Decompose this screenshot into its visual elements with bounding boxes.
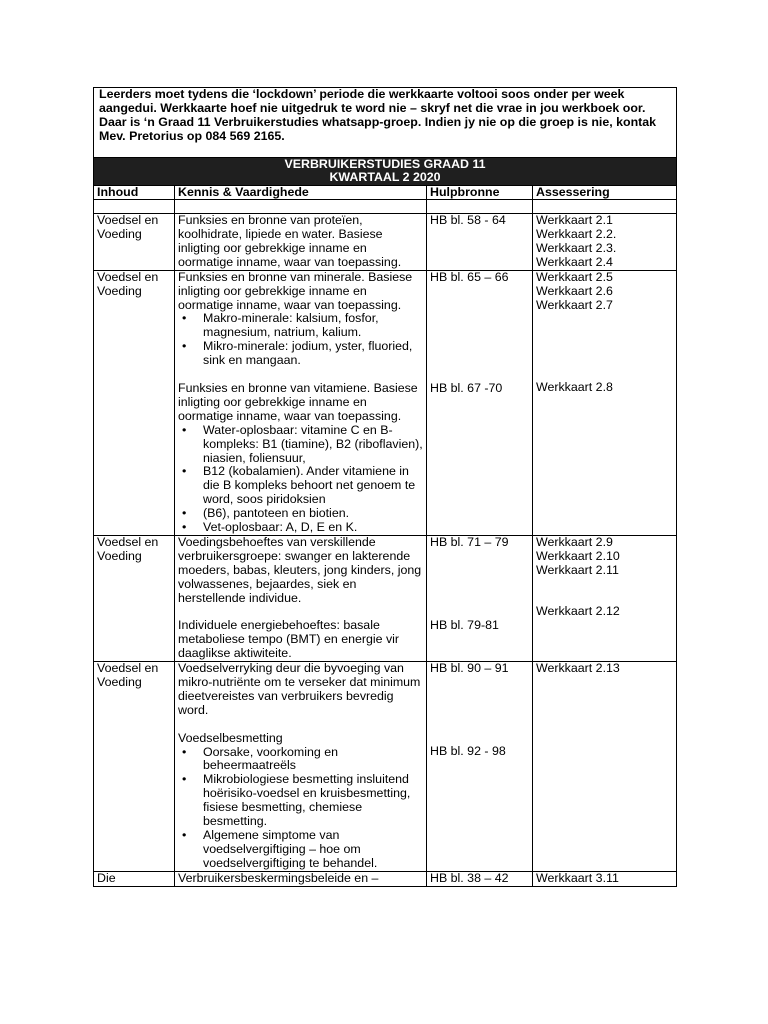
cell-gap — [430, 550, 529, 619]
werkkaart-item: Werkkaart 3.11 — [536, 870, 619, 885]
table-row — [94, 871, 677, 886]
hulpbron-ref: HB bl. 38 – 42 — [430, 870, 509, 885]
kennis-cell — [175, 871, 427, 886]
kennis-paragraph: Funksies en bronne van proteïen, koolhidrate, lipiede en water. Basiese inligting oor gebrekkige inname en oormatige inname, waar van toepassing. — [178, 213, 402, 269]
spacer-cell — [533, 200, 677, 214]
kennis-paragraph: Voedselverryking deur die byvoeging van mikro-nutriënte om te verseker dat minimum dieetvereistes van verbruikers bevredig word. — [178, 661, 421, 717]
kennis-paragraph: Voedingsbehoeftes van verskillende verbruikersgroepe: swanger en lakterende moeders, babas, kleuters, jong kinders, jong volwassenes, bejaardes, siek en herstellende individue. — [178, 534, 422, 605]
header-assessering: Assessering — [533, 185, 677, 200]
kennis-paragraph: Verbruikersbeskermingsbeleide en – — [178, 870, 379, 885]
kennis-cell — [175, 662, 427, 872]
table-row — [94, 535, 677, 661]
werkkaart-item: Werkkaart 2.4 — [536, 254, 613, 269]
werkkaart-item: Werkkaart 2.2. — [536, 227, 617, 242]
bullet-item: • Algemene simptome van voedselvergiftiging – hoe om voedselvergiftiging te behandel. — [178, 829, 423, 871]
bullet-item: • Makro-minerale: kalsium, fosfor, magnesium, natrium, kalium. — [178, 312, 423, 340]
bullet-list — [178, 746, 423, 871]
hulpbron-ref: HB bl. 71 – 79 — [430, 534, 509, 549]
hulpbronne-cell — [427, 535, 533, 661]
kennis-paragraph: Funksies en bronne van minerale. Basiese inligting oor gebrekkige inname en oormatige inname, waar van toepassing. — [178, 269, 413, 312]
bullet-list — [178, 424, 423, 535]
bullet-item: • Water-oplosbaar: vitamine C en B-kompleks: B1 (tiamine), B2 (riboflavien), niasien, foliensuur, — [178, 424, 423, 466]
kennis-paragraph: Funksies en bronne van vitamiene. Basiese inligting oor gebrekkige inname en oormatige inname, waar van toepassing. — [178, 380, 418, 423]
hulpbronne-cell — [427, 214, 533, 271]
inhoud-cell: Voedsel en Voeding — [94, 662, 175, 872]
hulpbronne-cell — [427, 662, 533, 872]
assessering-cell — [533, 535, 677, 661]
werkkaart-item: Werkkaart 2.6 — [536, 283, 613, 298]
hulpbronne-cell — [427, 270, 533, 535]
hulpbron-ref: HB bl. 65 – 66 — [430, 269, 509, 284]
spacer-cell — [94, 200, 175, 214]
spacer-cell — [427, 200, 533, 214]
bullet-item: • Mikro-minerale: jodium, yster, fluoried, sink en mangaan. — [178, 340, 423, 368]
banner-subtitle: KWARTAAL 2 2020 — [329, 170, 441, 185]
worksheet-schedule — [93, 87, 676, 887]
paragraph-gap — [178, 605, 423, 619]
hulpbron-ref: HB bl. 92 - 98 — [430, 744, 506, 758]
assessering-cell — [533, 214, 677, 271]
banner-title: VERBRUIKERSTUDIES GRAAD 11 — [284, 156, 486, 171]
bullet-item: • Oorsake, voorkoming en beheermaatreëls — [178, 746, 423, 774]
inhoud-cell: Voedsel en Voeding — [94, 270, 175, 535]
werkkaart-item: Werkkaart 2.11 — [536, 562, 619, 577]
bullet-list — [178, 312, 423, 368]
spacer-cell — [175, 200, 427, 214]
paragraph-gap — [178, 718, 423, 732]
header-inhoud: Inhoud — [94, 185, 175, 200]
hulpbron-ref: HB bl. 90 – 91 — [430, 661, 509, 676]
werkkaart-item: Werkkaart 2.13 — [536, 661, 620, 676]
assessering-cell — [533, 270, 677, 535]
werkkaart-item: Werkkaart 2.8 — [536, 380, 613, 395]
paragraph-gap — [178, 368, 423, 382]
table-row — [94, 214, 677, 271]
header-row — [94, 185, 677, 200]
bullet-item: • (B6), pantoteen en biotien. — [178, 507, 423, 521]
bullet-item: • B12 (kobalamien). Ander vitamiene in die B kompleks behoort net genoem te word, soos piridoksien — [178, 465, 423, 507]
intro-text: Leerders moet tydens die ‘lockdown’ periode die werkkaarte voltooi soos onder per week aangedui. Werkkaarte hoef nie uitgedruk te word nie – skryf net die vrae in jou werkboek oor. Daar is ‘n Graad 11 Verbruikerstudies whatsapp-groep. Indien jy nie op die groep is nie, kontak Mev. Pretorius op 084 569 2165. — [94, 88, 677, 158]
bullet-item: • Vet-oplosbaar: A, D, E en K. — [178, 521, 423, 535]
cell-gap — [430, 285, 529, 382]
title-banner — [94, 157, 677, 185]
table-row — [94, 662, 677, 872]
inhoud-cell: Voedsel en Voeding — [94, 214, 175, 271]
assessering-cell — [533, 871, 677, 886]
kennis-paragraph: Voedselbesmetting — [178, 730, 283, 745]
hulpbron-ref: HB bl. 67 -70 — [430, 380, 503, 395]
cell-gap — [536, 312, 673, 381]
hulpbron-ref: HB bl. 79-81 — [430, 617, 499, 632]
kennis-paragraph: Individuele energiebehoeftes: basale metaboliese tempo (BMT) en energie vir daaglikse aktiwiteite. — [178, 618, 400, 661]
spacer-row — [94, 200, 677, 214]
bullet-item: • Mikrobiologiese besmetting insluitend hoërisiko-voedsel en kruisbesmetting, fisiese besmetting, chemiese besmetting. — [178, 773, 423, 829]
header-kennis: Kennis & Vaardighede — [175, 185, 427, 200]
werkkaart-item: Werkkaart 2.5 — [536, 269, 613, 284]
inhoud-cell: Voedsel en Voeding — [94, 535, 175, 661]
cell-gap — [536, 578, 673, 605]
cell-gap — [430, 676, 529, 745]
header-hulpbronne: Hulpbronne — [427, 185, 533, 200]
inhoud-cell: Die — [94, 871, 175, 886]
kennis-cell — [175, 535, 427, 661]
werkkaart-item: Werkkaart 2.7 — [536, 297, 613, 312]
werkkaart-item: Werkkaart 2.10 — [536, 548, 620, 563]
assessering-cell — [533, 662, 677, 872]
kennis-cell — [175, 270, 427, 535]
werkkaart-item: Werkkaart 2.3. — [536, 240, 617, 255]
werkkaart-item: Werkkaart 2.1 — [536, 213, 613, 228]
werkkaart-item: Werkkaart 2.9 — [536, 534, 613, 549]
schedule-table — [93, 87, 677, 887]
hulpbronne-cell — [427, 871, 533, 886]
werkkaart-item: Werkkaart 2.12 — [536, 603, 620, 618]
kennis-cell — [175, 214, 427, 271]
table-row — [94, 270, 677, 535]
hulpbron-ref: HB bl. 58 - 64 — [430, 213, 506, 228]
